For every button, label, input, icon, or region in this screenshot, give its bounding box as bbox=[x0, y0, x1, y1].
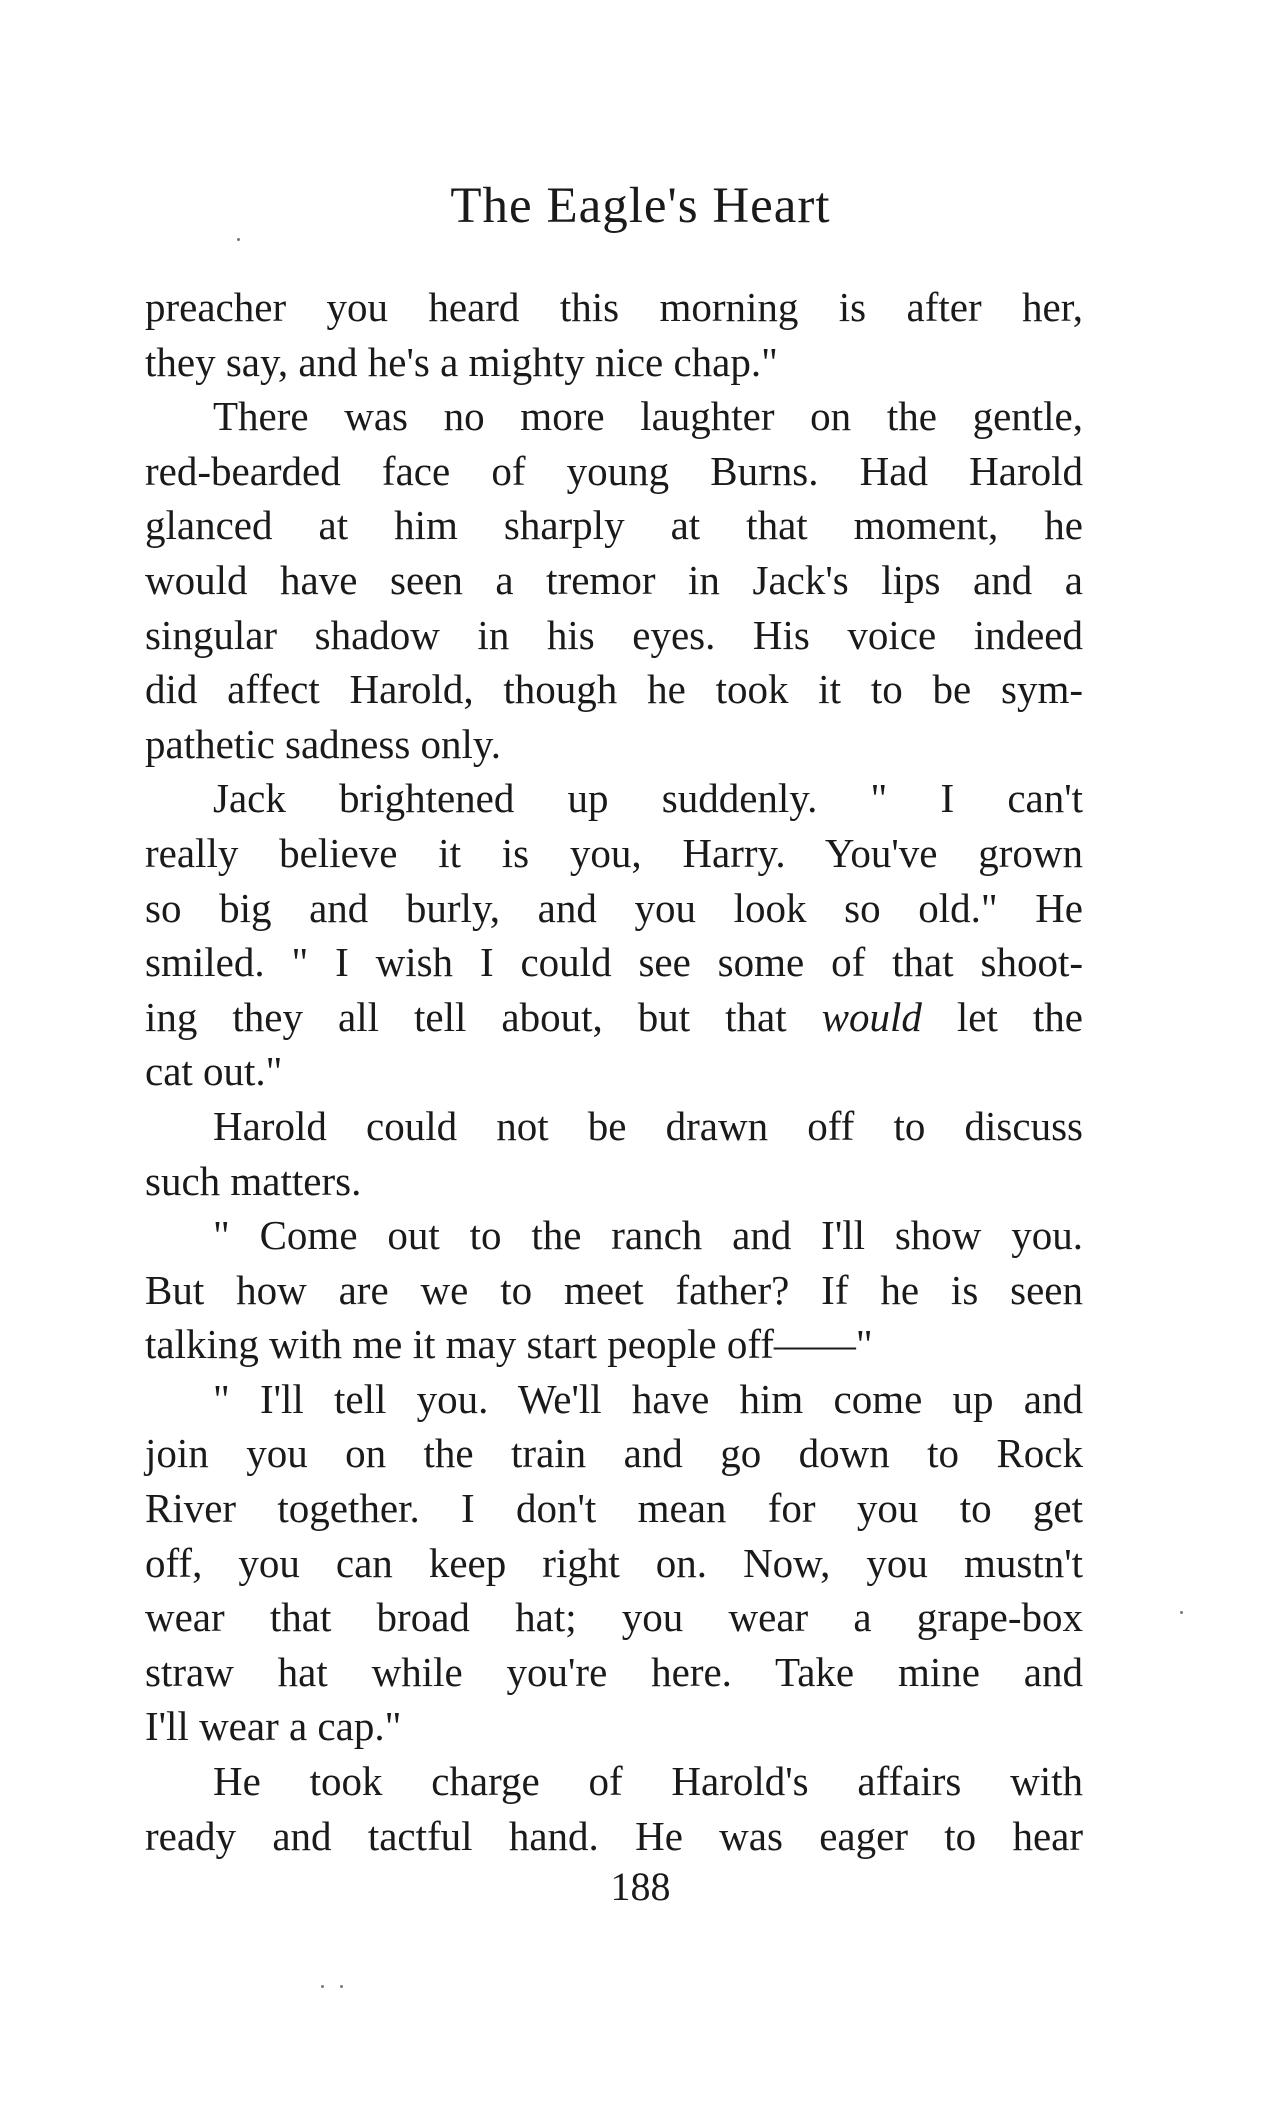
text-line: smiled. " I wish I could see some of that shoot- bbox=[145, 939, 1083, 986]
text-line: " I'll tell you. We'll have him come up and bbox=[213, 1375, 1083, 1422]
ink-speck bbox=[321, 1985, 324, 1988]
emphasis: would bbox=[821, 993, 922, 1040]
text-line: I'll wear a cap." bbox=[145, 1703, 402, 1750]
text-line: ing they all tell about, but that would let the bbox=[145, 993, 1083, 1040]
text-line: Jack brightened up suddenly. " I can't bbox=[213, 775, 1083, 822]
text-line: they say, and he's a mighty nice chap." bbox=[145, 338, 778, 385]
ink-speck bbox=[1180, 1611, 1183, 1614]
text-line: off, you can keep right on. Now, you mustn't bbox=[145, 1539, 1083, 1586]
text-line: preacher you heard this morning is after her, bbox=[145, 284, 1083, 330]
page-number: 188 bbox=[610, 1864, 671, 1909]
text-line: talking with me it may start people off——" bbox=[145, 1321, 873, 1368]
running-head: The Eagle's Heart bbox=[450, 178, 831, 234]
text-line: There was no more laughter on the gentle, bbox=[213, 393, 1083, 440]
text-line: ready and tactful hand. He was eager to hear bbox=[145, 1812, 1083, 1859]
text-line: really believe it is you, Harry. You've grown bbox=[145, 829, 1083, 876]
text-line: glanced at him sharply at that moment, he bbox=[145, 502, 1083, 549]
text-line: straw hat while you're here. Take mine and bbox=[145, 1648, 1083, 1695]
body-text bbox=[145, 280, 1083, 1863]
text-line: " Come out to the ranch and I'll show you. bbox=[213, 1212, 1083, 1259]
text-line: such matters. bbox=[145, 1157, 362, 1204]
ink-speck bbox=[340, 1985, 343, 1988]
text-line: Harold could not be drawn off to discuss bbox=[213, 1102, 1083, 1149]
text-line: singular shadow in his eyes. His voice indeed bbox=[145, 611, 1083, 658]
ink-speck bbox=[237, 238, 240, 241]
text-line: wear that broad hat; you wear a grape-box bbox=[145, 1594, 1083, 1641]
text-line: join you on the train and go down to Rock bbox=[145, 1430, 1083, 1477]
text-line: so big and burly, and you look so old." He bbox=[145, 884, 1083, 931]
text-line: But how are we to meet father? If he is seen bbox=[145, 1266, 1083, 1313]
text-line: would have seen a tremor in Jack's lips and a bbox=[145, 556, 1083, 603]
text-line: cat out." bbox=[145, 1048, 283, 1095]
text-line: red-bearded face of young Burns. Had Harold bbox=[145, 447, 1083, 494]
text-line: did affect Harold, though he took it to be sym- bbox=[145, 666, 1083, 713]
text-line: He took charge of Harold's affairs with bbox=[213, 1758, 1083, 1805]
text-line: pathetic sadness only. bbox=[145, 720, 502, 767]
text-line: River together. I don't mean for you to get bbox=[145, 1485, 1083, 1532]
